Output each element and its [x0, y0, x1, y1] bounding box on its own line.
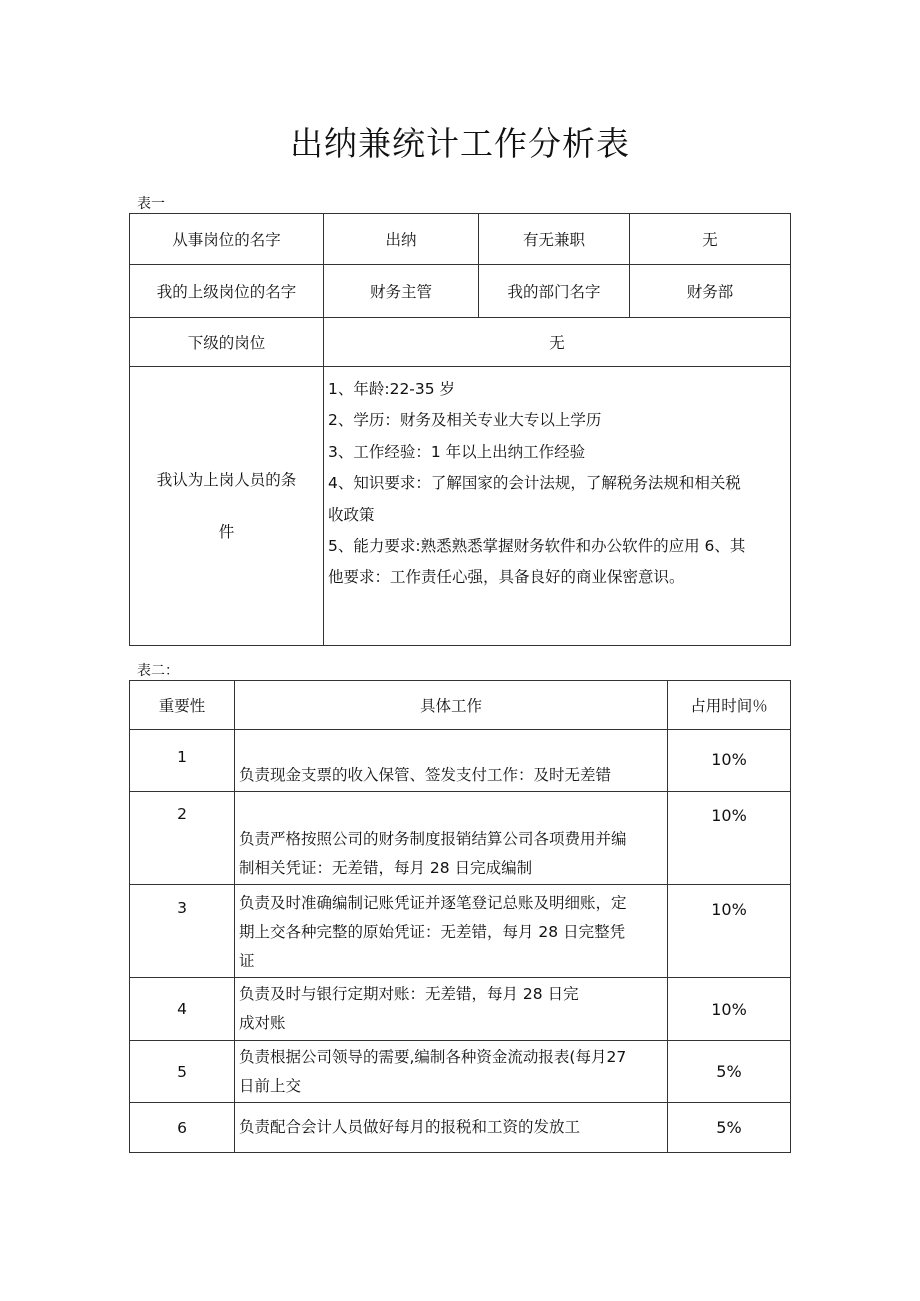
work-cell: 负责现金支票的收入保管、签发支付工作：及时无差错 — [235, 730, 668, 792]
work-cell: 负责根据公司领导的需要,编制各种资金流动报表(每月27 日前上交 — [235, 1041, 668, 1103]
importance-cell: 1 — [130, 730, 235, 792]
header-importance: 重要性 — [130, 681, 235, 730]
table-row — [130, 318, 791, 367]
work-cell: 负责及时准确编制记账凭证并逐笔登记总账及明细账，定 期上交各种完整的原始凭证：无差错，每月 28 日完整凭 证 — [235, 885, 668, 978]
table-row — [130, 978, 791, 1041]
table-row — [130, 792, 791, 885]
list-item: 2、学历：财务及相关专业大专以上学历 — [328, 411, 602, 430]
time-cell: 10% — [668, 885, 791, 978]
job-info-table — [129, 213, 791, 646]
importance-cell: 5 — [130, 1041, 235, 1103]
table-row — [130, 1041, 791, 1103]
table1-caption: 表一 — [137, 196, 165, 212]
table-row — [130, 265, 791, 318]
superior-position-label: 我的上级岗位的名字 — [130, 265, 324, 318]
department-value: 财务部 — [630, 265, 791, 318]
time-cell: 10% — [668, 730, 791, 792]
superior-position-value: 财务主管 — [324, 265, 479, 318]
part-time-label: 有无兼职 — [479, 214, 630, 265]
time-cell: 5% — [668, 1041, 791, 1103]
importance-cell: 3 — [130, 885, 235, 978]
subordinate-position-value: 无 — [324, 318, 791, 367]
department-label: 我的部门名字 — [479, 265, 630, 318]
table2-caption: 表二： — [137, 663, 179, 679]
time-cell: 10% — [668, 792, 791, 885]
work-cell: 负责及时与银行定期对账：无差错，每月 28 日完 成对账 — [235, 978, 668, 1041]
list-item: 4、知识要求：了解国家的会计法规，了解税务法规和相关税 — [328, 474, 741, 493]
position-name-label: 从事岗位的名字 — [130, 214, 324, 265]
work-table — [129, 680, 791, 1153]
position-name-value: 出纳 — [324, 214, 479, 265]
work-cell: 负责严格按照公司的财务制度报销结算公司各项费用并编 制相关凭证：无差错，每月 28 日完成编制 — [235, 792, 668, 885]
table-row — [130, 367, 791, 646]
time-cell: 5% — [668, 1103, 791, 1153]
table-row — [130, 730, 791, 792]
time-cell: 10% — [668, 978, 791, 1041]
list-item: 3、工作经验：1 年以上出纳工作经验 — [328, 442, 586, 461]
requirements-label: 我认为上岗人员的条 件 — [130, 367, 324, 646]
importance-cell: 6 — [130, 1103, 235, 1153]
header-work: 具体工作 — [235, 681, 668, 730]
list-item: 5、能力要求:熟悉熟悉掌握财务软件和办公软件的应用 6、其 — [328, 537, 746, 556]
page-title: 出纳兼统计工作分析表 — [290, 124, 630, 163]
part-time-value: 无 — [630, 214, 791, 265]
table-header-row — [130, 681, 791, 730]
subordinate-position-label: 下级的岗位 — [130, 318, 324, 367]
table-row — [130, 214, 791, 265]
list-item: 他要求：工作责任心强，具备良好的商业保密意识。 — [328, 568, 685, 587]
importance-cell: 4 — [130, 978, 235, 1041]
requirements-list — [324, 367, 791, 646]
work-cell: 负责配合会计人员做好每月的报税和工资的发放工 — [235, 1103, 668, 1153]
list-item: 1、年龄:22-35 岁 — [328, 380, 456, 398]
importance-cell: 2 — [130, 792, 235, 885]
list-item: 收政策 — [328, 505, 375, 524]
table-row — [130, 1103, 791, 1153]
table-row — [130, 885, 791, 978]
header-time: 占用时间％ — [668, 681, 791, 730]
